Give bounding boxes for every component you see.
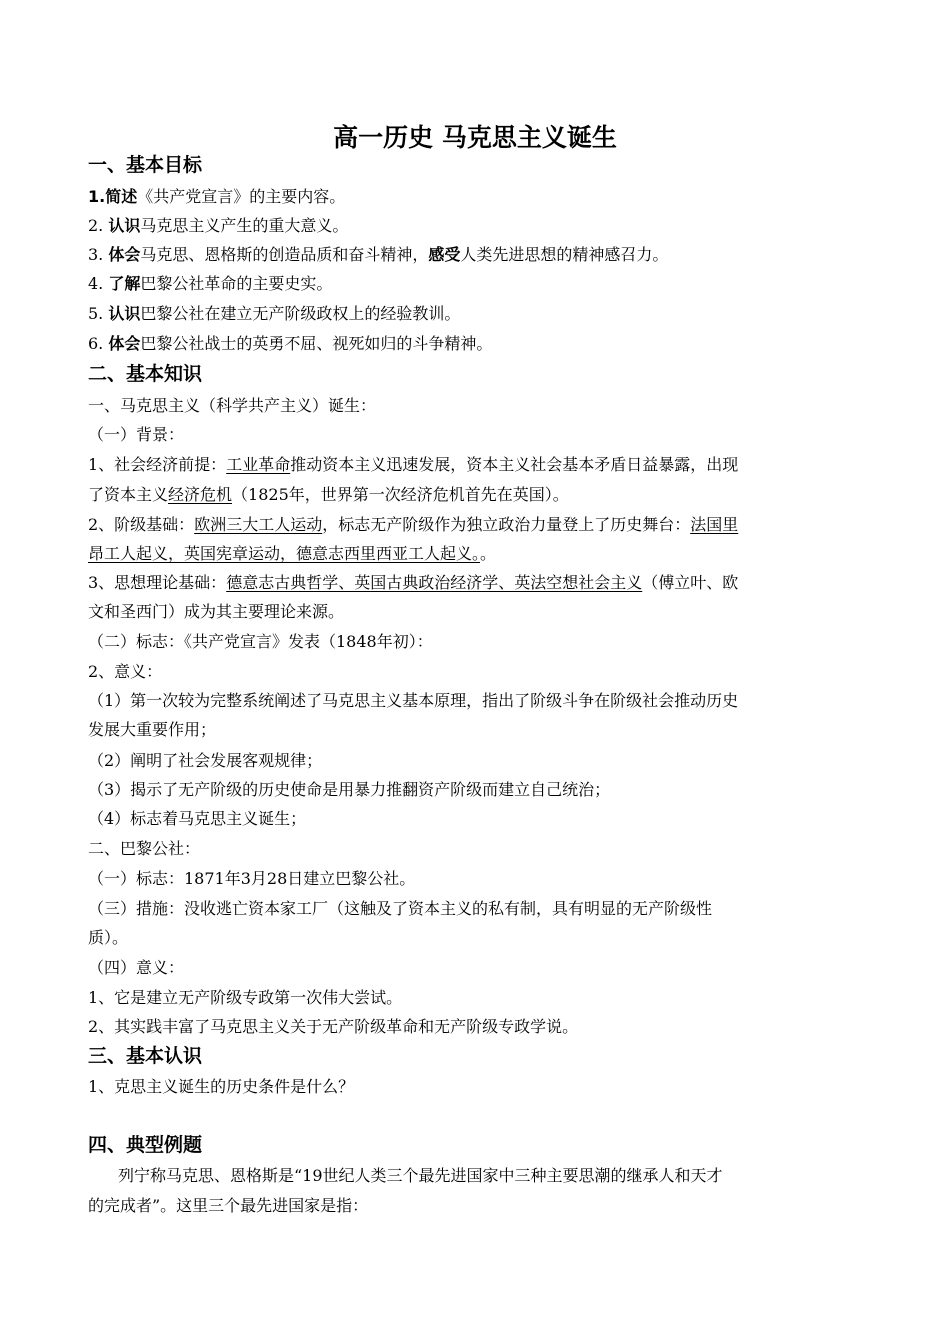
goal-item-5	[88, 299, 460, 328]
econ-line-2	[88, 480, 569, 509]
class-text: ，标志无产阶级作为独立政治力量登上了历史舞台：	[322, 515, 691, 534]
paris-sign: （一）标志：1871年3月28日建立巴黎公社。	[88, 869, 416, 888]
goal-number: 6.	[88, 334, 109, 353]
goal-text: 巴黎公社革命的主要史实。	[140, 274, 333, 293]
underlined-term: 工业革命	[226, 455, 291, 474]
section-heading-goals: 一、基本目标	[88, 154, 203, 176]
underlined-term: 法国里	[690, 515, 739, 534]
paris-meaning-heading: （四）意义：	[88, 958, 185, 977]
goal-item-6	[88, 329, 492, 358]
goal-number: 5.	[88, 304, 109, 323]
example-line-1: 列宁称马克思、恩格斯是“19世纪人类三个最先进国家中三种主要思潮的继承人和天才	[118, 1166, 723, 1185]
goal-number: 2.	[88, 216, 109, 235]
goal-verb: 认识	[108, 216, 141, 235]
sign-line: （二）标志：《共产党宣言》发表（1848年初）：	[88, 632, 433, 651]
section-heading-understanding: 三、基本认识	[88, 1045, 203, 1067]
goal-verb: 体会	[108, 245, 141, 264]
paris-meaning-2: 2、其实践丰富了马克思主义关于无产阶级革命和无产阶级专政学说。	[88, 1017, 579, 1036]
meaning-4: （4）标志着马克思主义诞生；	[88, 809, 307, 828]
goal-number: 4.	[88, 274, 109, 293]
subheading-paris: 二、巴黎公社：	[88, 839, 201, 858]
goal-number: 3.	[88, 245, 109, 264]
section-heading-examples: 四、典型例题	[88, 1134, 203, 1156]
econ-label: 1、社会经济前提：	[88, 455, 227, 474]
class-line-1	[88, 510, 738, 539]
underlined-term: 经济危机	[168, 485, 233, 504]
page-title: 高一历史 马克思主义诞生	[333, 123, 617, 152]
goal-text: 《共产党宣言》的主要内容。	[137, 187, 346, 206]
goal-number: 1.	[88, 187, 106, 206]
underlined-term: 德意志古典哲学、英国古典政治经济学、英法空想社会主义	[226, 573, 643, 592]
econ-text: 了资本主义	[88, 485, 169, 504]
meaning-2: （2）阐明了社会发展客观规律；	[88, 751, 323, 770]
goal-text: 巴黎公社在建立无产阶级政权上的经验教训。	[140, 304, 461, 323]
meaning-1-line-2: 发展大重要作用；	[88, 720, 217, 739]
goal-text: 巴黎公社战士的英勇不屈、视死如归的斗争精神。	[140, 334, 493, 353]
theory-line-1	[88, 568, 738, 597]
meaning-heading: 2、意义：	[88, 662, 163, 681]
goal-text: 人类先进思想的精神感召力。	[460, 245, 669, 264]
paris-measure-line-2: 质）。	[88, 928, 129, 947]
theory-text: （傅立叶、欧	[642, 573, 739, 592]
section-heading-knowledge: 二、基本知识	[88, 363, 203, 385]
question-1: 1、克思主义诞生的历史条件是什么？	[88, 1077, 355, 1096]
theory-line-2: 文和圣西门）成为其主要理论来源。	[88, 602, 345, 621]
goal-item-2	[88, 211, 348, 240]
meaning-3: （3）揭示了无产阶级的历史使命是用暴力推翻资产阶级而建立自己统治；	[88, 780, 611, 799]
underlined-term: 昂工人起义，英国宪章运动，德意志西里西亚工人起义。	[88, 544, 481, 563]
paris-meaning-1: 1、它是建立无产阶级专政第一次伟大尝试。	[88, 988, 403, 1007]
econ-line-1	[88, 450, 738, 479]
goal-text: 马克思、恩格斯的创造品质和奋斗精神，	[140, 245, 429, 264]
subheading-marxism: 一、马克思主义（科学共产主义）诞生：	[88, 396, 377, 415]
example-line-2: 的完成者”。这里三个最先进国家是指：	[88, 1196, 369, 1215]
econ-text: 推动资本主义迅速发展，资本主义社会基本矛盾日益暴露，出现	[290, 455, 739, 474]
goal-verb: 认识	[108, 304, 141, 323]
goal-text: 马克思主义产生的重大意义。	[140, 216, 349, 235]
goal-verb: 简述	[105, 187, 138, 206]
class-text: 。	[480, 544, 497, 563]
class-line-2	[88, 539, 496, 568]
meaning-1-line-1: （1）第一次较为完整系统阐述了马克思主义基本原理，指出了阶级斗争在阶级社会推动历史	[88, 691, 739, 710]
class-label: 2、阶级基础：	[88, 515, 195, 534]
goal-verb: 了解	[108, 274, 141, 293]
paris-measure-line-1: （三）措施：没收逃亡资本家工厂（这触及了资本主义的私有制，具有明显的无产阶级性	[88, 899, 713, 918]
goal-item-4	[88, 269, 332, 298]
goal-item-1	[88, 182, 345, 211]
subheading-background: （一）背景：	[88, 425, 185, 444]
econ-text: （1825年，世界第一次经济危机首先在英国）。	[232, 485, 569, 504]
goal-item-3	[88, 240, 668, 269]
theory-label: 3、思想理论基础：	[88, 573, 227, 592]
goal-verb: 体会	[108, 334, 141, 353]
underlined-term: 欧洲三大工人运动	[194, 515, 323, 534]
goal-verb: 感受	[428, 245, 461, 264]
